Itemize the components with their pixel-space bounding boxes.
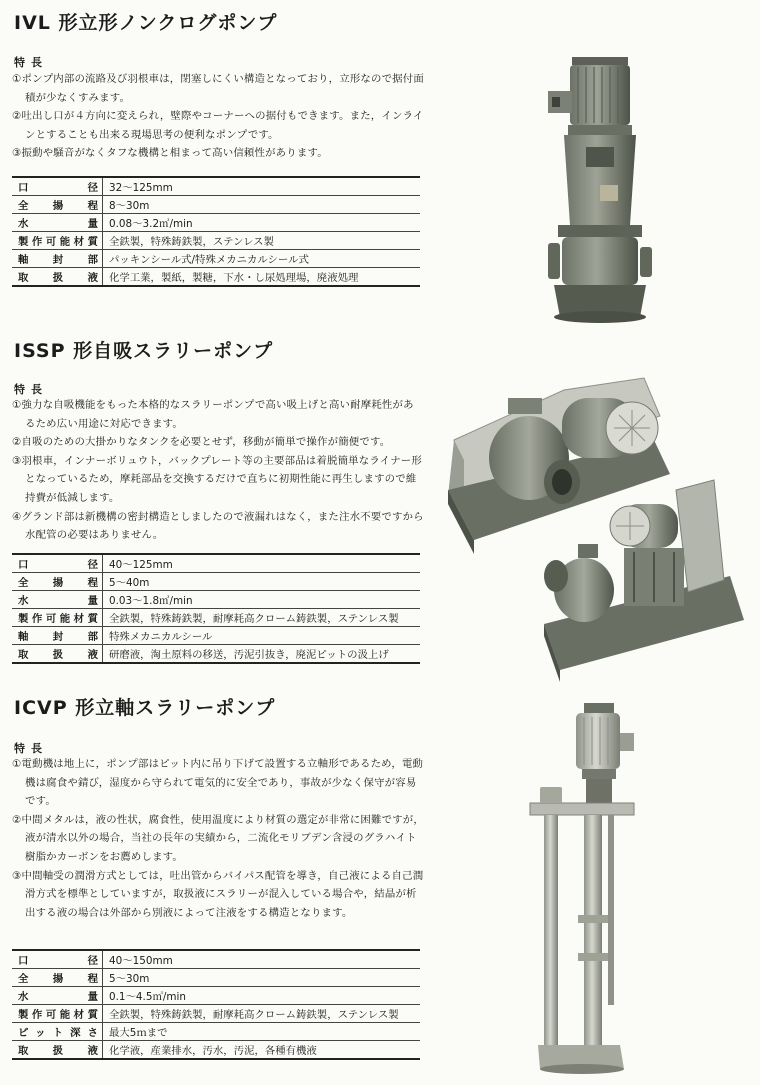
spec-row: [12, 627, 420, 645]
section-issp: [0, 330, 760, 685]
spec-label: 軸封部: [12, 627, 103, 645]
spec-value: 全鉄製，特殊鋳鉄製，ステンレス製: [103, 232, 421, 250]
spec-value: 5～30m: [103, 969, 421, 987]
spec-value: 0.1～4.5㎥/min: [103, 987, 421, 1005]
spec-row: [12, 232, 420, 250]
spec-value: 全鉄製，特殊鋳鉄製，耐摩耗高クローム鋳鉄製，ステンレス製: [103, 609, 421, 627]
spec-row: [12, 177, 420, 196]
section-title: ICVP 形立軸スラリーポンプ: [14, 697, 276, 719]
spec-row: [12, 214, 420, 232]
spec-label: 製作可能材質: [12, 1005, 103, 1023]
spec-table: [12, 553, 420, 664]
spec-label: 口径: [12, 950, 103, 969]
spec-row: [12, 573, 420, 591]
feature-item: ③中間軸受の潤滑方式としては，吐出管からバイパス配管を導き，自己液による自己潤滑方式を標準としていますが，取扱液にスラリーが混入している場合や，結晶が析出する液の場合は外部から別液によって注液をする構造となります。: [12, 869, 424, 919]
spec-label: 水量: [12, 214, 103, 232]
spec-value: 全鉄製，特殊鋳鉄製，耐摩耗高クローム鋳鉄製，ステンレス製: [103, 1005, 421, 1023]
spec-row: [12, 196, 420, 214]
feature-item: ①ポンプ内部の流路及び羽根車は，閉塞しにくい構造となっており，立形なので据付面積が少なくすみます。: [12, 73, 424, 104]
spec-label: 製作可能材質: [12, 232, 103, 250]
spec-label: 水量: [12, 591, 103, 609]
spec-row: [12, 554, 420, 573]
spec-value: 5～40m: [103, 573, 421, 591]
spec-row: [12, 645, 420, 664]
spec-row: [12, 268, 420, 287]
spec-row: [12, 1041, 420, 1060]
features-list: [12, 396, 424, 545]
spec-value: 8～30m: [103, 196, 421, 214]
spec-row: [12, 250, 420, 268]
spec-label: 全揚程: [12, 573, 103, 591]
self-priming-pump-photo: [444, 370, 760, 690]
feature-item: ②自吸のための大掛かりなタンクを必要とせず，移動が簡単で操作が簡便です。: [12, 436, 391, 449]
feature-item: ③羽根車，インナーボリュウト，バックプレート等の主要部品は着脱簡単なライナー形となっているため，摩耗部品を交換するだけで直ちに初期性能に再生しますので維持費が低減します。: [12, 454, 422, 504]
spec-value: 化学液，産業排水，汚水，汚泥，各種有機液: [103, 1041, 421, 1060]
spec-label: 取扱液: [12, 1041, 103, 1060]
feature-item: ①強力な自吸機能をもった本格的なスラリーポンプで高い吸上げと高い耐摩耗性があるため広い用途に対応できます。: [12, 399, 414, 430]
feature-item: ②中間メタルは，液の性状，腐食性，使用温度により材質の選定が非常に困難ですが，液が清水以外の場合，当社の長年の実績から，二流化モリブデン含浸のグラハイト樹脂かカーボンをお薦めします。: [12, 813, 424, 863]
spec-row: [12, 609, 420, 627]
feature-item: ④グランド部は新機構の密封構造としましたので液漏れはなく，また注水不要ですから水配管の必要はありません。: [12, 510, 424, 542]
spec-label: 全揚程: [12, 196, 103, 214]
spec-value: 特殊メカニカルシール: [103, 627, 421, 645]
features-heading: 特長: [14, 383, 48, 396]
features-list: [12, 70, 424, 163]
spec-value: 32～125mm: [103, 177, 421, 196]
spec-value: 0.03～1.8㎥/min: [103, 591, 421, 609]
spec-label: 軸封部: [12, 250, 103, 268]
spec-row: [12, 1005, 420, 1023]
spec-label: 製作可能材質: [12, 609, 103, 627]
spec-value: 0.08～3.2㎥/min: [103, 214, 421, 232]
spec-value: 40～150mm: [103, 950, 421, 969]
feature-item: ②吐出し口が４方向に変えられ，壁際やコーナーへの据付もできます。また，インラインとすることも出来る現場思考の便利なポンプです。: [12, 110, 424, 141]
spec-table: [12, 949, 420, 1060]
spec-label: 取扱液: [12, 645, 103, 664]
spec-label: 口径: [12, 177, 103, 196]
spec-label: 取扱液: [12, 268, 103, 287]
feature-item: ③振動や騒音がなくタフな機構と相まって高い信頼性があります。: [12, 147, 328, 160]
spec-value: パッキンシール式/特殊メカニカルシール式: [103, 250, 421, 268]
section-icvp: [0, 685, 760, 1085]
features-heading: 特長: [14, 742, 48, 755]
spec-table: [12, 176, 420, 287]
spec-row: [12, 591, 420, 609]
section-title: ISSP 形自吸スラリーポンプ: [14, 340, 274, 362]
spec-row: [12, 969, 420, 987]
spec-value: 研磨液，淘土原料の移送，汚泥引抜き，廃泥ピットの汲上げ: [103, 645, 421, 664]
spec-label: 口径: [12, 554, 103, 573]
spec-row: [12, 987, 420, 1005]
spec-label: ピット深さ: [12, 1023, 103, 1041]
features-heading: 特長: [14, 56, 48, 69]
spec-row: [12, 1023, 420, 1041]
section-ivl: [0, 0, 760, 330]
spec-label: 全揚程: [12, 969, 103, 987]
features-list: [12, 755, 424, 922]
spec-label: 水量: [12, 987, 103, 1005]
vertical-pump-photo: [540, 55, 660, 325]
spec-value: 化学工業，製紙，製糖，下水・し尿処理場，廃液処理: [103, 268, 421, 287]
feature-item: ①電動機は地上に，ポンプ部はピット内に吊り下げて設置する立軸形であるため，電動機は腐食や錆び，湿度から守られて電気的に安全であり，事故が少なく保守が容易です。: [12, 758, 424, 808]
section-title: IVL 形立形ノンクログポンプ: [14, 12, 278, 34]
spec-value: 最大5ｍまで: [103, 1023, 421, 1041]
spec-value: 40～125mm: [103, 554, 421, 573]
vertical-shaft-pump-photo: [528, 703, 648, 1075]
spec-row: [12, 950, 420, 969]
